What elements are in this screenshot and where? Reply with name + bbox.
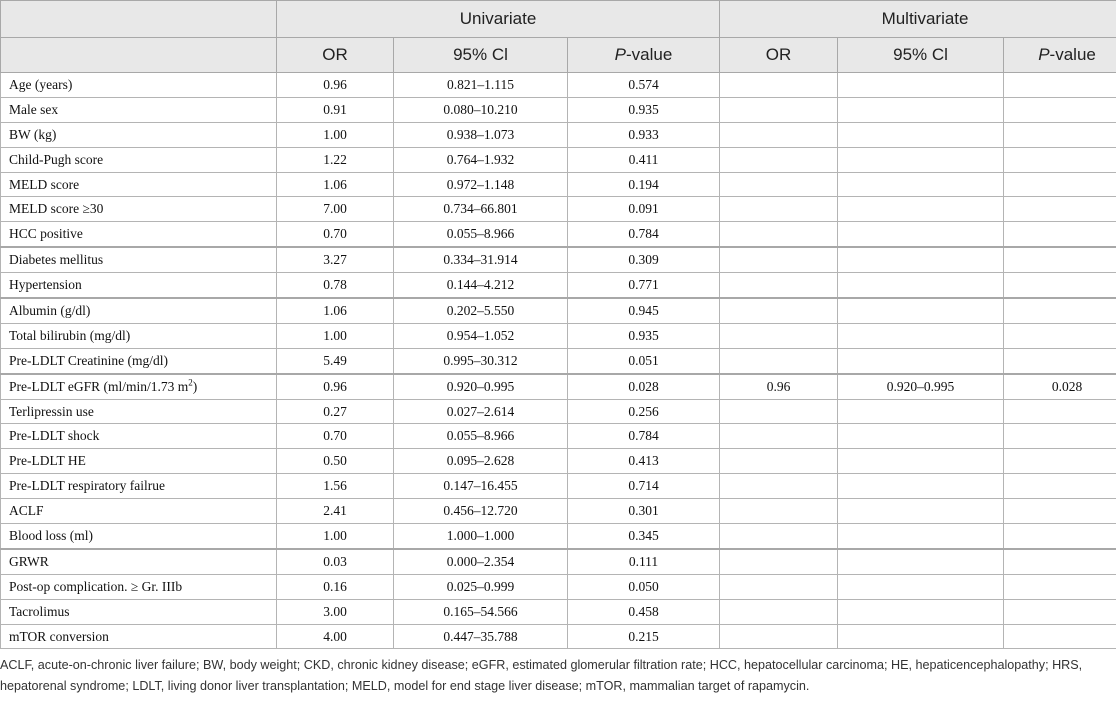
variable-label: Pre-LDLT respiratory failrue	[9, 478, 165, 494]
multivariate-or-cell	[720, 499, 838, 524]
multivariate-pvalue-cell	[1004, 97, 1116, 122]
variable-label: Tacrolimus	[9, 603, 70, 619]
univariate-or-cell: 4.00	[277, 624, 394, 649]
univariate-pvalue-cell: 0.194	[568, 172, 720, 197]
variable-label: Total bilirubin (mg/dl)	[9, 327, 131, 343]
variable-label: Pre-LDLT Creatinine (mg/dl)	[9, 352, 168, 368]
multivariate-or-cell	[720, 298, 838, 323]
univariate-or-cell: 2.41	[277, 499, 394, 524]
multivariate-pvalue-cell	[1004, 73, 1116, 98]
variable-label-cell	[1, 323, 277, 348]
table-row	[1, 549, 1116, 574]
multivariate-or-cell	[720, 147, 838, 172]
univariate-pvalue-cell: 0.215	[568, 624, 720, 649]
variable-label: Terlipressin use	[9, 403, 94, 419]
multivariate-or-cell	[720, 524, 838, 549]
multivariate-or-cell	[720, 323, 838, 348]
univariate-ci-cell: 0.938–1.073	[394, 122, 568, 147]
variable-label-cell	[1, 348, 277, 373]
univariate-or-cell: 0.70	[277, 222, 394, 247]
table-row	[1, 222, 1116, 247]
univariate-ci-cell: 0.972–1.148	[394, 172, 568, 197]
table-row	[1, 247, 1116, 272]
univariate-pvalue-cell: 0.301	[568, 499, 720, 524]
multivariate-ci-cell	[838, 97, 1004, 122]
variable-label-cell	[1, 474, 277, 499]
multivariate-or-cell	[720, 624, 838, 649]
header-multivariate: Multivariate	[720, 1, 1116, 38]
variable-label: MELD score ≥30	[9, 201, 104, 217]
variable-label: Hypertension	[9, 277, 82, 293]
univariate-or-cell: 0.27	[277, 399, 394, 424]
multivariate-or-cell	[720, 348, 838, 373]
variable-label-cell	[1, 549, 277, 574]
univariate-pvalue-cell: 0.411	[568, 147, 720, 172]
univariate-ci-cell: 0.821–1.115	[394, 73, 568, 98]
table-row	[1, 273, 1116, 298]
multivariate-pvalue-cell	[1004, 348, 1116, 373]
univariate-or-cell: 0.03	[277, 549, 394, 574]
table-row	[1, 599, 1116, 624]
table-row	[1, 73, 1116, 98]
multivariate-pvalue-cell	[1004, 624, 1116, 649]
header-blank-cell	[1, 38, 277, 73]
variable-label-cell	[1, 197, 277, 222]
multivariate-ci-cell	[838, 599, 1004, 624]
univariate-ci-cell: 0.147–16.455	[394, 474, 568, 499]
multivariate-pvalue-cell	[1004, 449, 1116, 474]
variable-label-cell	[1, 399, 277, 424]
univariate-ci-cell: 0.456–12.720	[394, 499, 568, 524]
multivariate-ci-cell	[838, 298, 1004, 323]
variable-label-cell	[1, 499, 277, 524]
univariate-pvalue-cell: 0.050	[568, 574, 720, 599]
variable-label: Pre-LDLT eGFR (ml/min/1.73 m	[9, 378, 189, 394]
univariate-ci-cell: 0.954–1.052	[394, 323, 568, 348]
variable-label-cell	[1, 374, 277, 399]
variable-label-cell	[1, 147, 277, 172]
variable-label: HCC positive	[9, 226, 83, 242]
variable-label-cell	[1, 273, 277, 298]
univariate-or-cell: 1.22	[277, 147, 394, 172]
table-row	[1, 524, 1116, 549]
multivariate-or-cell	[720, 424, 838, 449]
variable-label-tail: )	[192, 378, 198, 394]
multivariate-pvalue-cell	[1004, 222, 1116, 247]
variable-label: Diabetes mellitus	[9, 252, 104, 268]
variable-label: Age (years)	[9, 76, 73, 92]
multivariate-pvalue-cell	[1004, 549, 1116, 574]
multivariate-pvalue-cell	[1004, 424, 1116, 449]
univariate-or-cell: 3.27	[277, 247, 394, 272]
univariate-ci-cell: 0.165–54.566	[394, 599, 568, 624]
univariate-pvalue-cell: 0.784	[568, 222, 720, 247]
multivariate-pvalue-cell	[1004, 474, 1116, 499]
header-univariate: Univariate	[277, 1, 720, 38]
multivariate-ci-cell	[838, 323, 1004, 348]
multivariate-ci-cell	[838, 273, 1004, 298]
variable-label-cell	[1, 222, 277, 247]
univariate-or-cell: 5.49	[277, 348, 394, 373]
header-blank-cell	[1, 1, 277, 38]
multivariate-pvalue-cell	[1004, 147, 1116, 172]
header-u-or: OR	[277, 38, 394, 73]
univariate-or-cell: 0.96	[277, 374, 394, 399]
univariate-or-cell: 0.91	[277, 97, 394, 122]
table-row	[1, 399, 1116, 424]
univariate-pvalue-cell: 0.309	[568, 247, 720, 272]
variable-label: Pre-LDLT HE	[9, 453, 86, 469]
multivariate-or-cell	[720, 549, 838, 574]
multivariate-pvalue-cell	[1004, 574, 1116, 599]
table-row	[1, 374, 1116, 399]
univariate-or-cell: 1.56	[277, 474, 394, 499]
variable-label-cell	[1, 122, 277, 147]
univariate-or-cell: 7.00	[277, 197, 394, 222]
multivariate-pvalue-cell	[1004, 323, 1116, 348]
univariate-ci-cell: 0.025–0.999	[394, 574, 568, 599]
multivariate-ci-cell	[838, 122, 1004, 147]
variable-label: BW (kg)	[9, 126, 57, 142]
multivariate-ci-cell	[838, 474, 1004, 499]
table-body	[1, 73, 1116, 649]
univariate-pvalue-cell: 0.933	[568, 122, 720, 147]
univariate-ci-cell: 0.447–35.788	[394, 624, 568, 649]
table-row	[1, 499, 1116, 524]
multivariate-ci-cell	[838, 247, 1004, 272]
table-row	[1, 298, 1116, 323]
univariate-ci-cell: 0.144–4.212	[394, 273, 568, 298]
univariate-or-cell: 0.96	[277, 73, 394, 98]
header-u-p-italic: P	[614, 45, 627, 64]
header-group-row	[1, 1, 1116, 38]
multivariate-or-cell	[720, 247, 838, 272]
table-row	[1, 474, 1116, 499]
univariate-ci-cell: 0.095–2.628	[394, 449, 568, 474]
table-row	[1, 348, 1116, 373]
variable-label: Post-op complication. ≥ Gr. IIIb	[9, 578, 183, 594]
multivariate-pvalue-cell	[1004, 524, 1116, 549]
multivariate-pvalue-cell	[1004, 399, 1116, 424]
multivariate-pvalue-cell	[1004, 273, 1116, 298]
header-m-pvalue	[1004, 38, 1116, 73]
univariate-or-cell: 1.06	[277, 298, 394, 323]
univariate-pvalue-cell: 0.574	[568, 73, 720, 98]
table-row	[1, 147, 1116, 172]
multivariate-or-cell	[720, 574, 838, 599]
univariate-pvalue-cell: 0.256	[568, 399, 720, 424]
multivariate-pvalue-cell	[1004, 122, 1116, 147]
header-u-ci: 95% Cl	[394, 38, 568, 73]
univariate-pvalue-cell: 0.935	[568, 323, 720, 348]
table-row	[1, 197, 1116, 222]
table-footnote: ACLF, acute-on-chronic liver failure; BW, body weight; CKD, chronic kidney disease; eGFR, estimated glomerular filtration rate; HCC, hepatocellular carcinoma; HE, hepaticencephalopathy; HRS, hepatorenal syndrome; LDLT, living donor liver transplantation; MELD, model for end stage liver disease; mTOR, mammalian target of rapamycin.	[0, 658, 1083, 693]
univariate-pvalue-cell: 0.771	[568, 273, 720, 298]
multivariate-pvalue-cell	[1004, 247, 1116, 272]
multivariate-ci-cell	[838, 524, 1004, 549]
univariate-ci-cell: 0.764–1.932	[394, 147, 568, 172]
univariate-ci-cell: 0.734–66.801	[394, 197, 568, 222]
univariate-ci-cell: 0.055–8.966	[394, 222, 568, 247]
multivariate-or-cell	[720, 599, 838, 624]
univariate-ci-cell: 0.995–30.312	[394, 348, 568, 373]
table-row	[1, 449, 1116, 474]
multivariate-ci-cell	[838, 73, 1004, 98]
multivariate-ci-cell	[838, 222, 1004, 247]
variable-label-cell	[1, 172, 277, 197]
univariate-pvalue-cell: 0.028	[568, 374, 720, 399]
multivariate-ci-cell	[838, 624, 1004, 649]
univariate-pvalue-cell: 0.945	[568, 298, 720, 323]
variable-label: MELD score	[9, 176, 80, 192]
univariate-or-cell: 1.00	[277, 122, 394, 147]
multivariate-ci-cell	[838, 549, 1004, 574]
variable-label: Albumin (g/dl)	[9, 302, 91, 318]
header-m-p-italic: P	[1038, 45, 1050, 64]
table-row	[1, 624, 1116, 649]
univariate-or-cell: 0.16	[277, 574, 394, 599]
multivariate-or-cell	[720, 97, 838, 122]
univariate-or-cell: 3.00	[277, 599, 394, 624]
variable-label-cell	[1, 424, 277, 449]
multivariate-pvalue-cell	[1004, 197, 1116, 222]
univariate-ci-cell: 0.055–8.966	[394, 424, 568, 449]
variable-label: Child-Pugh score	[9, 151, 104, 167]
variable-label-cell	[1, 247, 277, 272]
table-row	[1, 424, 1116, 449]
multivariate-or-cell	[720, 449, 838, 474]
univariate-ci-cell: 0.202–5.550	[394, 298, 568, 323]
univariate-or-cell: 0.78	[277, 273, 394, 298]
univariate-ci-cell: 0.920–0.995	[394, 374, 568, 399]
multivariate-or-cell	[720, 172, 838, 197]
univariate-ci-cell: 0.334–31.914	[394, 247, 568, 272]
variable-label-cell	[1, 449, 277, 474]
variable-label-cell	[1, 97, 277, 122]
univariate-ci-cell: 0.000–2.354	[394, 549, 568, 574]
multivariate-pvalue-cell	[1004, 599, 1116, 624]
header-m-or: OR	[720, 38, 838, 73]
variable-label: Blood loss (ml)	[9, 527, 94, 543]
univariate-or-cell: 0.70	[277, 424, 394, 449]
table-row	[1, 97, 1116, 122]
multivariate-or-cell	[720, 474, 838, 499]
multivariate-or-cell	[720, 273, 838, 298]
multivariate-ci-cell	[838, 172, 1004, 197]
multivariate-or-cell	[720, 222, 838, 247]
table-row	[1, 122, 1116, 147]
univariate-pvalue-cell: 0.935	[568, 97, 720, 122]
univariate-ci-cell: 0.027–2.614	[394, 399, 568, 424]
header-column-row	[1, 38, 1116, 73]
variable-label-cell	[1, 73, 277, 98]
variable-label-superscript: 2	[188, 377, 193, 388]
multivariate-or-cell	[720, 399, 838, 424]
univariate-pvalue-cell: 0.111	[568, 549, 720, 574]
multivariate-ci-cell	[838, 197, 1004, 222]
multivariate-pvalue-cell	[1004, 298, 1116, 323]
multivariate-ci-cell: 0.920–0.995	[838, 374, 1004, 399]
multivariate-ci-cell	[838, 449, 1004, 474]
univariate-pvalue-cell: 0.784	[568, 424, 720, 449]
multivariate-ci-cell	[838, 348, 1004, 373]
multivariate-ci-cell	[838, 147, 1004, 172]
univariate-ci-cell: 1.000–1.000	[394, 524, 568, 549]
variable-label: Pre-LDLT shock	[9, 428, 100, 444]
univariate-pvalue-cell: 0.413	[568, 449, 720, 474]
univariate-or-cell: 1.00	[277, 323, 394, 348]
univariate-pvalue-cell: 0.051	[568, 348, 720, 373]
header-m-p-suffix: -value	[1049, 45, 1096, 64]
multivariate-ci-cell	[838, 399, 1004, 424]
variable-label: GRWR	[9, 553, 49, 569]
variable-label-cell	[1, 298, 277, 323]
multivariate-ci-cell	[838, 574, 1004, 599]
multivariate-pvalue-cell	[1004, 172, 1116, 197]
multivariate-or-cell	[720, 122, 838, 147]
variable-label-cell	[1, 599, 277, 624]
variable-label-cell	[1, 524, 277, 549]
univariate-or-cell: 1.00	[277, 524, 394, 549]
univariate-pvalue-cell: 0.091	[568, 197, 720, 222]
univariate-pvalue-cell: 0.714	[568, 474, 720, 499]
header-u-pvalue	[568, 38, 720, 73]
multivariate-pvalue-cell: 0.028	[1004, 374, 1116, 399]
multivariate-pvalue-cell	[1004, 499, 1116, 524]
multivariate-or-cell: 0.96	[720, 374, 838, 399]
multivariate-ci-cell	[838, 499, 1004, 524]
table-row	[1, 323, 1116, 348]
table-row	[1, 574, 1116, 599]
univariate-pvalue-cell: 0.345	[568, 524, 720, 549]
multivariate-or-cell	[720, 73, 838, 98]
table-row	[1, 172, 1116, 197]
univariate-ci-cell: 0.080–10.210	[394, 97, 568, 122]
variable-label-cell	[1, 574, 277, 599]
header-u-p-suffix: -value	[626, 45, 673, 64]
variable-label: Male sex	[9, 101, 59, 117]
variable-label: mTOR conversion	[9, 628, 109, 644]
univariate-pvalue-cell: 0.458	[568, 599, 720, 624]
multivariate-ci-cell	[838, 424, 1004, 449]
header-m-ci: 95% Cl	[838, 38, 1004, 73]
variable-label-cell	[1, 624, 277, 649]
multivariate-or-cell	[720, 197, 838, 222]
univariate-or-cell: 0.50	[277, 449, 394, 474]
univariate-or-cell: 1.06	[277, 172, 394, 197]
variable-label: ACLF	[9, 503, 44, 519]
